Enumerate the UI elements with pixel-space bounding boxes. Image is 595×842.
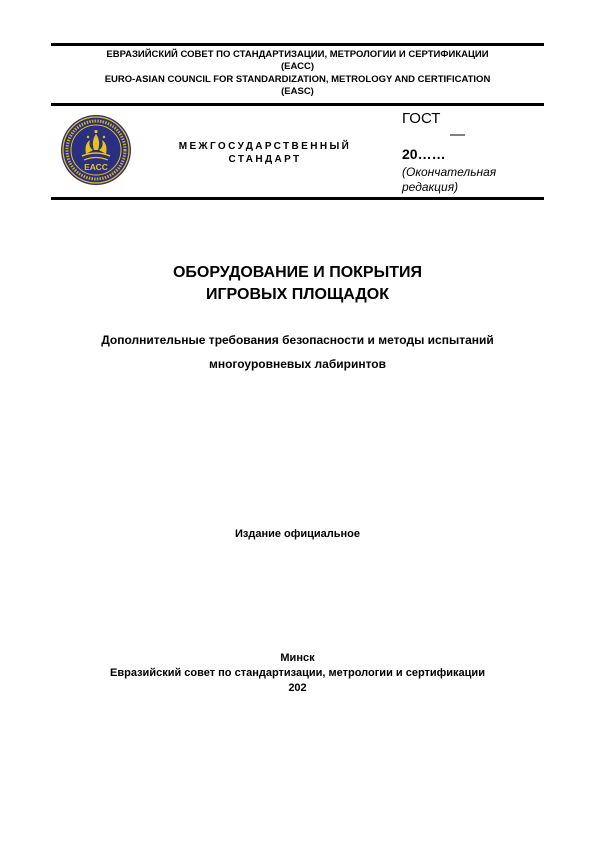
document-title-line1: ОБОРУДОВАНИЕ И ПОКРЫТИЯ <box>172 264 423 281</box>
standard-type-line2: СТАНДАРТ <box>228 154 302 165</box>
gost-edition-line2: редакция) <box>402 180 459 194</box>
official-edition: Издание официальное <box>234 528 361 540</box>
top-rule <box>51 43 544 46</box>
document-subtitle-line1: Дополнительные требования безопасности и методы испытаний <box>101 333 494 347</box>
header-bottom-rule <box>51 197 544 200</box>
council-name-en: EURO-ASIAN COUNCIL FOR STANDARDIZATION, METROLOGY AND CERTIFICATION <box>104 74 491 85</box>
gost-label: ГОСТ <box>402 110 441 127</box>
gost-dash: — <box>450 126 465 143</box>
gost-number: 20…… <box>402 146 446 162</box>
footer-year: 202 <box>288 682 307 694</box>
header-divider-rule <box>51 103 544 106</box>
footer-city: Минск <box>280 652 315 664</box>
easc-emblem-icon <box>60 114 132 186</box>
document-subtitle-line2: многоуровневых лабиринтов <box>208 357 387 371</box>
easc-logo <box>60 114 132 186</box>
document-title-line2: ИГРОВЫХ ПЛОЩАДОК <box>205 286 390 303</box>
council-name-ru: ЕВРАЗИЙСКИЙ СОВЕТ ПО СТАНДАРТИЗАЦИИ, МЕТРОЛОГИИ И СЕРТИФИКАЦИИ <box>106 49 489 60</box>
logo-text: ЕАСС <box>84 162 108 172</box>
council-abbr-en: (EASC) <box>281 86 314 97</box>
council-abbr-ru: (ЕАСС) <box>280 61 314 72</box>
footer-publisher: Евразийский совет по стандартизации, метрологии и сертификации <box>110 667 485 679</box>
gost-edition-line1: (Окончательная <box>402 165 497 179</box>
standard-type-line1: МЕЖГОСУДАРСТВЕННЫЙ <box>178 141 352 152</box>
